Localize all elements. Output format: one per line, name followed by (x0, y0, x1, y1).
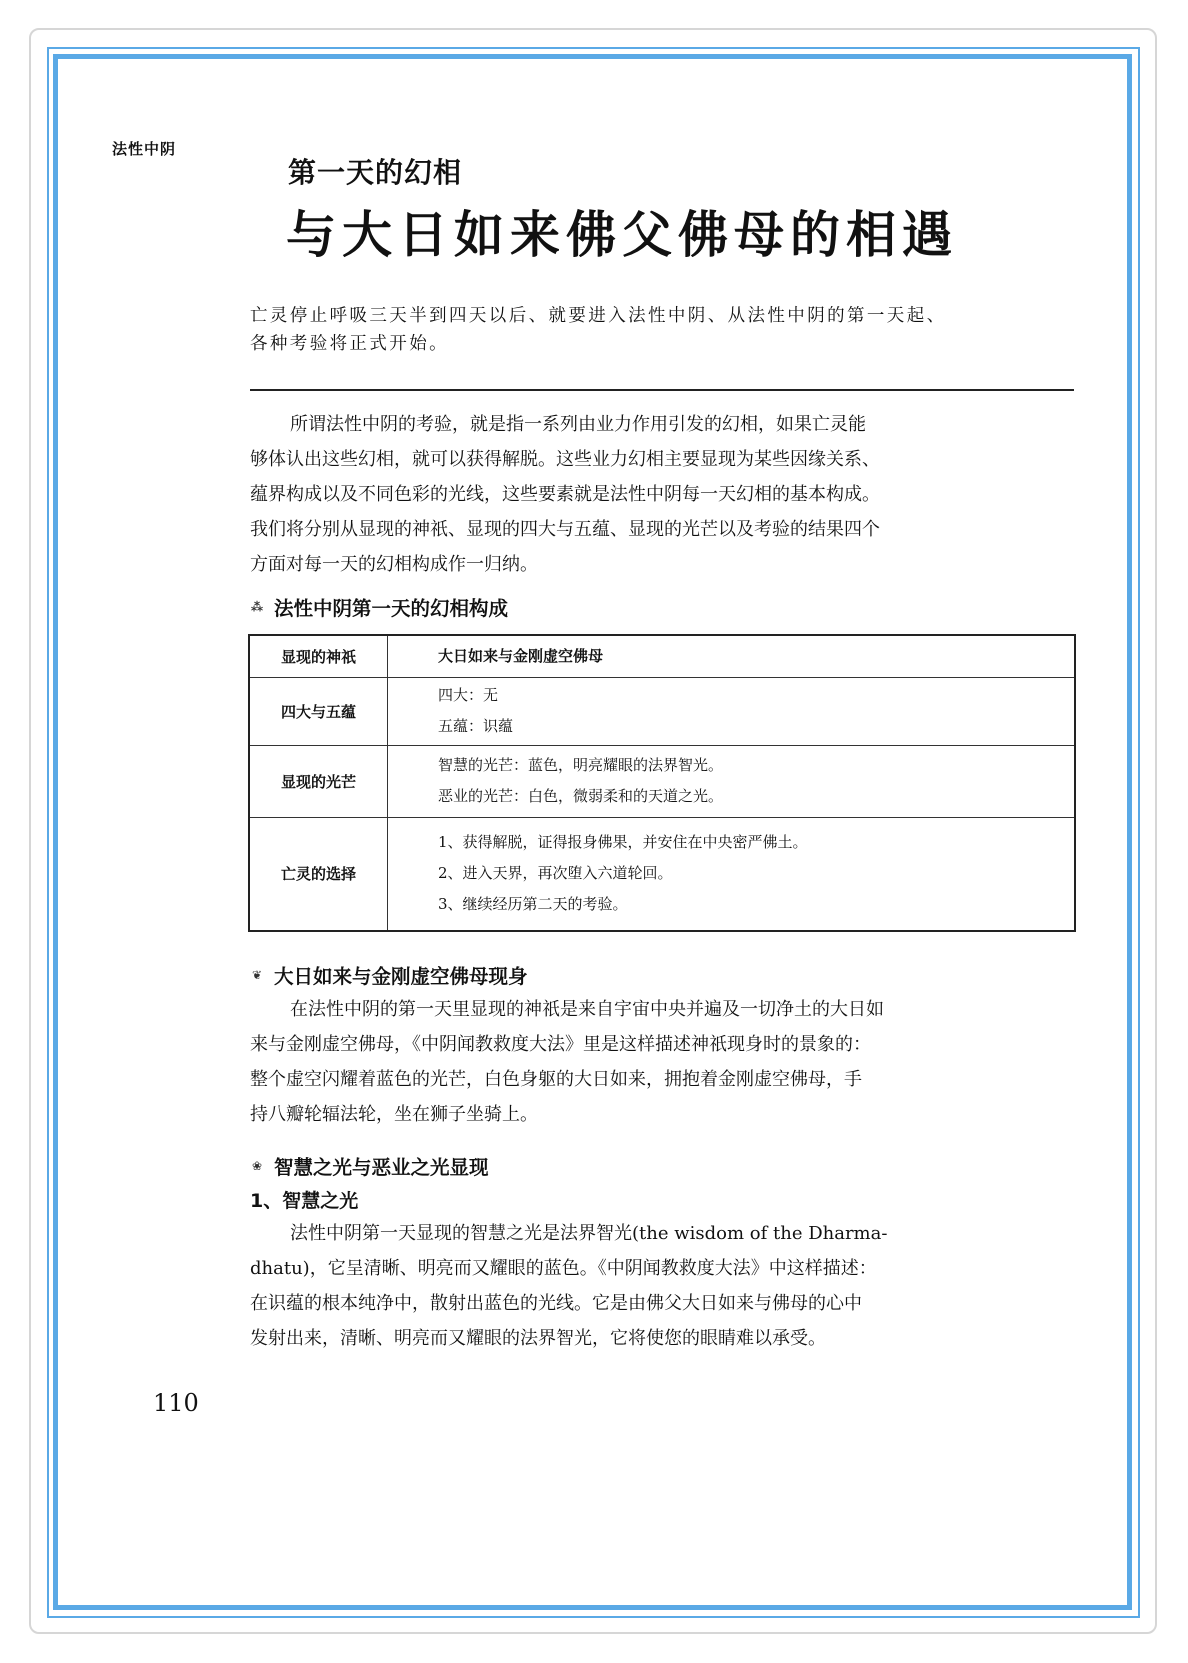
text-line: 方面对每一天的幻相构成作一归纳。 (250, 554, 538, 575)
section-heading-text: 大日如来与金刚虚空佛母现身 (274, 965, 528, 988)
text-line: 发射出来，清晰、明亮而又耀眼的法界智光，它将使您的眼睛难以承受。 (250, 1328, 826, 1349)
table-row (249, 635, 1075, 677)
text-line: 所谓法性中阴的考验，就是指一系列由业力作用引发的幻相，如果亡灵能 (290, 414, 866, 435)
intro-paragraph (250, 407, 1076, 582)
value-line: 大日如来与金刚虚空佛母 (438, 646, 604, 665)
text-line: 在识蕴的根本纯净中，散射出蓝色的光线。它是由佛父大日如来与佛母的心中 (250, 1293, 862, 1314)
section-heading (250, 593, 508, 621)
section-heading-text: 智慧之光与恶业之光显现 (274, 1156, 489, 1179)
text-line: 够体认出这些幻相，就可以获得解脱。这些业力幻相主要显现为某些因缘关系、 (250, 449, 880, 470)
row-value (388, 635, 1076, 677)
table-row (249, 817, 1075, 931)
running-head: 法性中阴 (112, 140, 177, 158)
text-line: 在法性中阴的第一天里显现的神祇是来自宇宙中央并遍及一切净土的大日如 (290, 999, 884, 1020)
value-line: 1、获得解脱，证得报身佛果，并安住在中央密严佛土。 (438, 833, 808, 852)
row-header: 四大与五蕴 (249, 677, 388, 745)
text-line: 整个虚空闪耀着蓝色的光芒，白色身躯的大日如来，拥抱着金刚虚空佛母，手 (250, 1069, 862, 1090)
text-line: 法性中阴第一天显现的智慧之光是法界智光(the wisdom of the Dharma- (290, 1223, 888, 1244)
text-line: 我们将分别从显现的神祇、显现的四大与五蕴、显现的光芒以及考验的结果四个 (250, 519, 880, 540)
text-line: 来与金刚虚空佛母，《中阴闻教救度大法》里是这样描述神祇现身时的景象的： (250, 1034, 871, 1055)
value-line: 3、继续经历第二天的考验。 (438, 895, 628, 914)
ornament-icon: ❦ (251, 968, 263, 982)
text-line: 蕴界构成以及不同色彩的光线，这些要素就是法性中阴每一天幻相的基本构成。 (250, 484, 880, 505)
row-value (388, 745, 1076, 817)
row-header: 亡灵的选择 (249, 817, 388, 931)
lead-line: 各种考验将正式开始。 (250, 334, 449, 354)
row-header: 显现的光芒 (249, 745, 388, 817)
ornament-icon: ⁂ (250, 600, 264, 614)
section-heading (250, 961, 528, 989)
book-page (58, 59, 1127, 1605)
section2-paragraph (250, 992, 1076, 1132)
row-value (388, 677, 1076, 745)
subheading (250, 1186, 358, 1213)
section-heading (250, 1152, 489, 1180)
lead-line: 亡灵停止呼吸三天半到四天以后、就要进入法性中阴、从法性中阴的第一天起、 (250, 306, 947, 326)
lead-paragraph (250, 302, 1080, 358)
chapter-title: 与大日如来佛父佛母的相遇 (286, 205, 958, 264)
section3-paragraph (250, 1216, 1076, 1356)
table-row (249, 745, 1075, 817)
text-line: 持八瓣轮辐法轮，坐在狮子坐骑上。 (250, 1104, 538, 1125)
ornament-icon: ❀ (251, 1159, 263, 1173)
divider (250, 389, 1074, 391)
composition-table (248, 634, 1076, 932)
value-line: 四大：无 (438, 686, 499, 704)
section-heading-text: 法性中阴第一天的幻相构成 (274, 597, 509, 620)
value-line: 智慧的光芒：蓝色，明亮耀眼的法界智光。 (438, 756, 724, 774)
row-header: 显现的神祇 (249, 635, 388, 677)
text-line: dhatu)，它呈清晰、明亮而又耀眼的蓝色。《中阴闻教救度大法》中这样描述： (250, 1258, 877, 1279)
value-line: 恶业的光芒：白色，微弱柔和的天道之光。 (438, 787, 724, 805)
value-line: 2、进入天界，再次堕入六道轮回。 (438, 864, 673, 883)
row-value (388, 817, 1076, 931)
value-line: 五蕴：识蕴 (438, 717, 514, 735)
subheading-text: 1、智慧之光 (250, 1190, 359, 1212)
chapter-subtitle: 第一天的幻相 (288, 156, 463, 189)
table-row (249, 677, 1075, 745)
page-number: 110 (153, 1389, 199, 1417)
